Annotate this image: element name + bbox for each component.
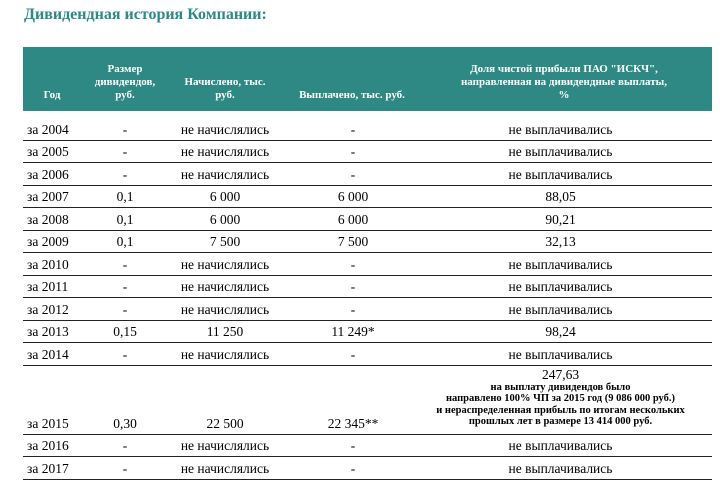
cell-dividend-size: - [122,346,128,362]
cell-paid: - [350,438,356,453]
cell-share: не выплачивались [508,144,613,159]
cell-year: за 2013 [27,324,69,339]
header-paid: Выплачено, тыс. руб. [299,89,405,101]
cell-dividend-size: 0,30 [113,415,137,431]
cell-share: 98,24 [545,324,576,339]
cell-year: за 2016 [27,438,69,453]
cell-accrued: не начислялись [180,166,270,182]
cell-share: 88,05 [545,189,576,204]
table-row [23,276,712,299]
table-row [23,141,712,164]
cell-year: за 2012 [27,301,69,317]
cell-dividend-size: - [122,256,128,272]
cell-year: за 2015 [27,415,69,431]
header-share: Доля чистой прибыли ПАО "ИСКЧ", направленная на дивидендные выплаты, % [460,63,668,101]
cell-accrued: не начислялись [180,144,270,159]
table-row [23,321,712,344]
cell-accrued: не начислялись [180,301,270,317]
cell-share-with-note [409,367,712,428]
cell-accrued: не начислялись [180,438,270,453]
header-year: Год [43,89,61,101]
share-note-line: направлено 100% ЧП за 2015 год (9 086 000 руб.) [445,393,676,404]
cell-year: за 2009 [27,234,69,249]
table-row [23,231,712,254]
table-row [23,208,712,231]
header-size: Размер дивидендов, руб. [94,63,156,101]
table-row [23,118,712,141]
cell-paid: - [350,460,356,476]
cell-paid: 7 500 [337,234,369,249]
cell-share: не выплачивались [508,121,613,137]
cell-paid: - [350,166,356,182]
cell-accrued: 11 250 [206,324,244,339]
cell-paid: 6 000 [337,211,369,227]
cell-accrued: не начислялись [180,460,270,476]
cell-dividend-size: - [122,438,128,453]
cell-dividend-size: - [122,121,128,137]
cell-dividend-size: 0,1 [116,234,134,249]
cell-share: не выплачивались [508,346,613,362]
cell-dividend-size: - [122,279,128,294]
cell-dividend-size: 0,15 [113,324,137,339]
cell-share: 90,21 [545,211,576,227]
cell-share: не выплачивались [508,166,613,182]
cell-paid: - [350,279,356,294]
cell-year: за 2011 [27,279,69,294]
cell-year: за 2006 [27,166,69,182]
cell-dividend-size: 0,1 [116,189,134,204]
cell-year: за 2005 [27,144,69,159]
cell-paid: - [350,256,356,272]
cell-share: не выплачивались [508,256,613,272]
cell-dividend-size: - [122,460,128,476]
cell-accrued: не начислялись [180,346,270,362]
table-row [23,366,712,435]
table-header [23,47,712,111]
cell-paid: 22 345** [327,415,379,431]
cell-dividend-size: - [122,166,128,182]
cell-paid: - [350,346,356,362]
cell-share: не выплачивались [508,301,613,317]
table-row [23,253,712,276]
table-body [23,118,712,480]
table-row [23,163,712,186]
cell-dividend-size: 0,1 [116,211,134,227]
cell-accrued: 6 000 [209,189,241,204]
cell-year: за 2004 [27,121,69,137]
page-title: Дивидендная история Компании: [24,6,267,23]
table-row [23,343,712,366]
cell-share: 32,13 [545,234,576,249]
share-note-line: и нераспределенная прибыль по итогам нескольких [436,404,685,416]
cell-accrued: не начислялись [180,256,270,272]
share-note-line: на выплату дивидендов было [490,381,631,393]
cell-paid: - [350,144,356,159]
cell-accrued: 7 500 [209,234,241,249]
cell-paid: - [350,301,356,317]
cell-accrued: не начислялись [180,279,270,294]
cell-year: за 2007 [27,189,69,204]
cell-year: за 2008 [27,211,69,227]
table-row [23,186,712,209]
cell-paid: - [350,121,356,137]
share-note-line: прошлых лет в размере 13 414 000 руб. [468,416,653,427]
header-accrued: Начислено, тыс. руб. [184,76,266,101]
cell-share: 247,63 [541,366,580,382]
cell-year: за 2014 [27,346,69,362]
cell-accrued: не начислялись [180,121,270,137]
cell-accrued: 22 500 [206,415,244,431]
cell-dividend-size: - [122,301,128,317]
cell-share: не выплачивались [508,279,613,294]
cell-paid: 11 249* [331,324,375,339]
table-row [23,298,712,321]
cell-dividend-size: - [122,144,128,159]
cell-year: за 2017 [27,460,69,476]
cell-accrued: 6 000 [209,211,241,227]
cell-paid: 6 000 [337,189,369,204]
cell-year: за 2010 [27,256,69,272]
cell-share: не выплачивались [508,438,613,453]
cell-share: не выплачивались [508,460,613,476]
table-row [23,435,712,458]
table-row [23,457,712,480]
